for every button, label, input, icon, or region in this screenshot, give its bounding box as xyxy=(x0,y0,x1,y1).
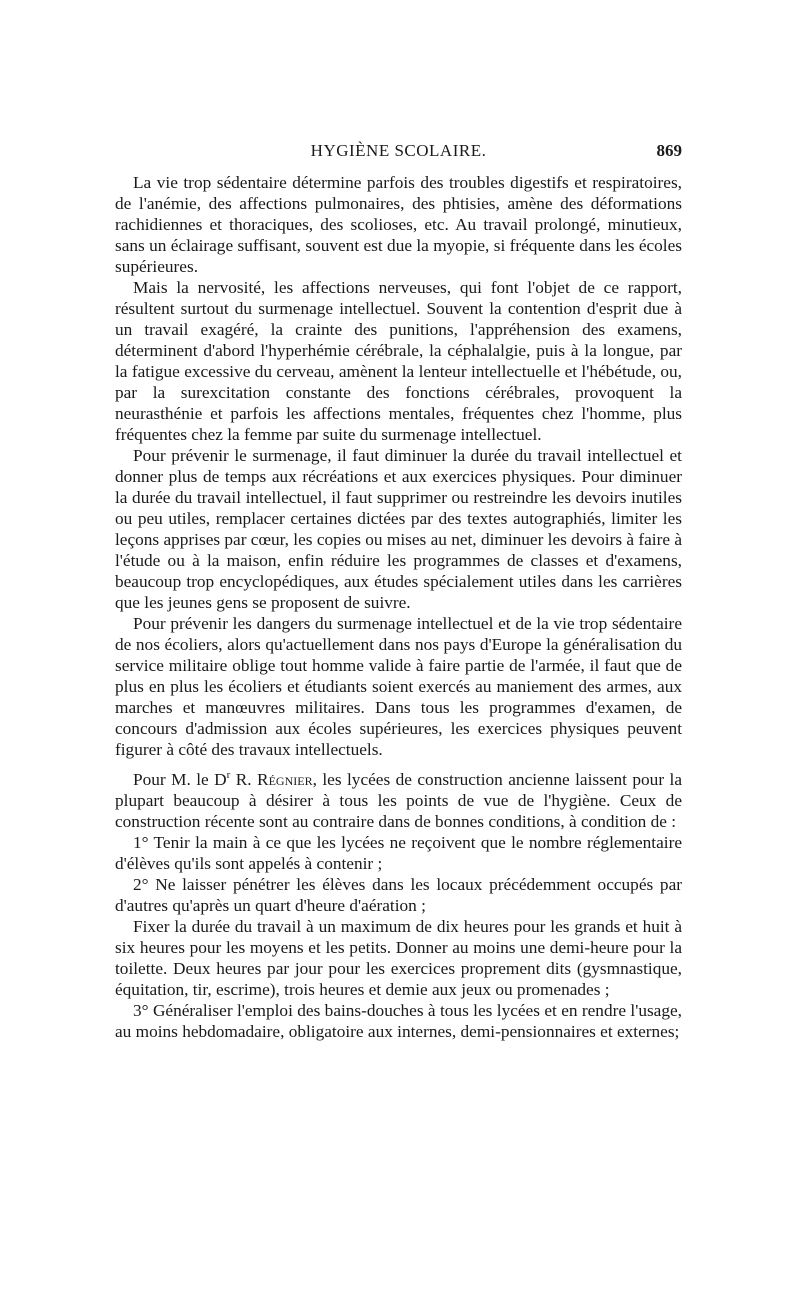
list-item-2: 2° Ne laisser pénétrer les élèves dans les locaux précédemment occupés par d'autres qu'après un quart d'heure d'aération ; xyxy=(115,875,682,915)
book-page xyxy=(115,140,682,1042)
doctor-superscript: r xyxy=(226,769,231,782)
paragraph-sedentary-life: La vie trop sédentaire détermine parfois des troubles digestifs et respiratoires, de l'anémie, des affections pulmonaires, des phtisies, amène des déformations rachidiennes et thoraciques, des scolioses, etc. Au travail prolongé, minutieux, sans un éclairage suffisant, souvent est due la myopie, si fréquente dans les écoles supérieures. xyxy=(115,173,682,276)
paragraph-regnier-opinion xyxy=(115,769,682,832)
running-title: HYGIÈNE SCOLAIRE. xyxy=(310,141,487,160)
paragraph-nervousness: Mais la nervosité, les affections nerveuses, qui font l'objet de ce rapport, résultent surtout du surmenage intellectuel. Souvent la contention d'esprit due à un travail exagéré, la crainte des punitions, l'appréhension des examens, déterminent d'abord l'hyperhémie cérébrale, la céphalalgie, puis à la longue, par la fatigue excessive du cerveau, amènent la lenteur intellectuelle et l'hébétude, ou, par la surexcitation constante des fonctions cérébrales, provoquent la neurasthénie et parfois les affections mentales, fréquentes chez l'homme, plus fréquentes chez la femme par suite du surmenage intellectuel. xyxy=(115,278,682,444)
paragraph-military-exercises: Pour prévenir les dangers du surmenage intellectuel et de la vie trop sédentaire de nos écoliers, alors qu'actuellement dans nos pays d'Europe la généralisation du service militaire oblige tout homme valide à faire partie de l'armée, il faut que de plus en plus les écoliers et étudiants soient exercés au maniement des armes, aux marches et manœuvres militaires. Dans tous les programmes d'examen, de concours d'admission aux écoles supérieures, les exercices physiques peuvent figurer à côté des travaux intellectuels. xyxy=(115,614,682,759)
running-head xyxy=(115,140,682,164)
list-item-1: 1° Tenir la main à ce que les lycées ne reçoivent que le nombre réglementaire d'élèves qu'ils sont appelés à contenir ; xyxy=(115,833,682,873)
page-number: 869 xyxy=(656,141,682,160)
regnier-text: les lycées de construction ancienne laissent pour la plupart beaucoup à désirer à tous les points de vue de l'hygiène. Ceux de construction récente sont au contraire dans de bonnes conditions, à condition de : xyxy=(115,770,682,831)
regnier-prefix: Pour M. le D xyxy=(133,770,227,789)
paragraph-prevent-overwork: Pour prévenir le surmenage, il faut diminuer la durée du travail intellectuel et donner plus de temps aux récréations et aux exercices physiques. Pour diminuer la durée du travail intellectuel, il faut supprimer ou restreindre les devoirs inutiles ou peu utiles, remplacer certaines dictées par des textes autographiés, limiter les leçons apprises par cœur, les copies ou mises au net, diminuer les devoirs à faire à l'étude ou à la maison, enfin réduire les programmes de classes et d'examens, beaucoup trop encyclopédiques, aux études spécialement utiles dans les carrières que les jeunes gens se proposent de suivre. xyxy=(115,446,683,612)
author-name: R. Régnier, xyxy=(235,770,317,789)
list-item-3: 3° Généraliser l'emploi des bains-douches à tous les lycées et en rendre l'usage, au moins hebdomadaire, obligatoire aux internes, demi-pensionnaires et externes; xyxy=(115,1001,682,1041)
paragraph-work-duration: Fixer la durée du travail à un maximum de dix heures pour les grands et huit à six heures pour les moyens et les petits. Donner au moins une demi-heure pour la toilette. Deux heures par jour pour les exercices proprement dits (gysmnastique, équitation, tir, escrime), trois heures et demie aux jeux ou promenades ; xyxy=(115,917,682,999)
